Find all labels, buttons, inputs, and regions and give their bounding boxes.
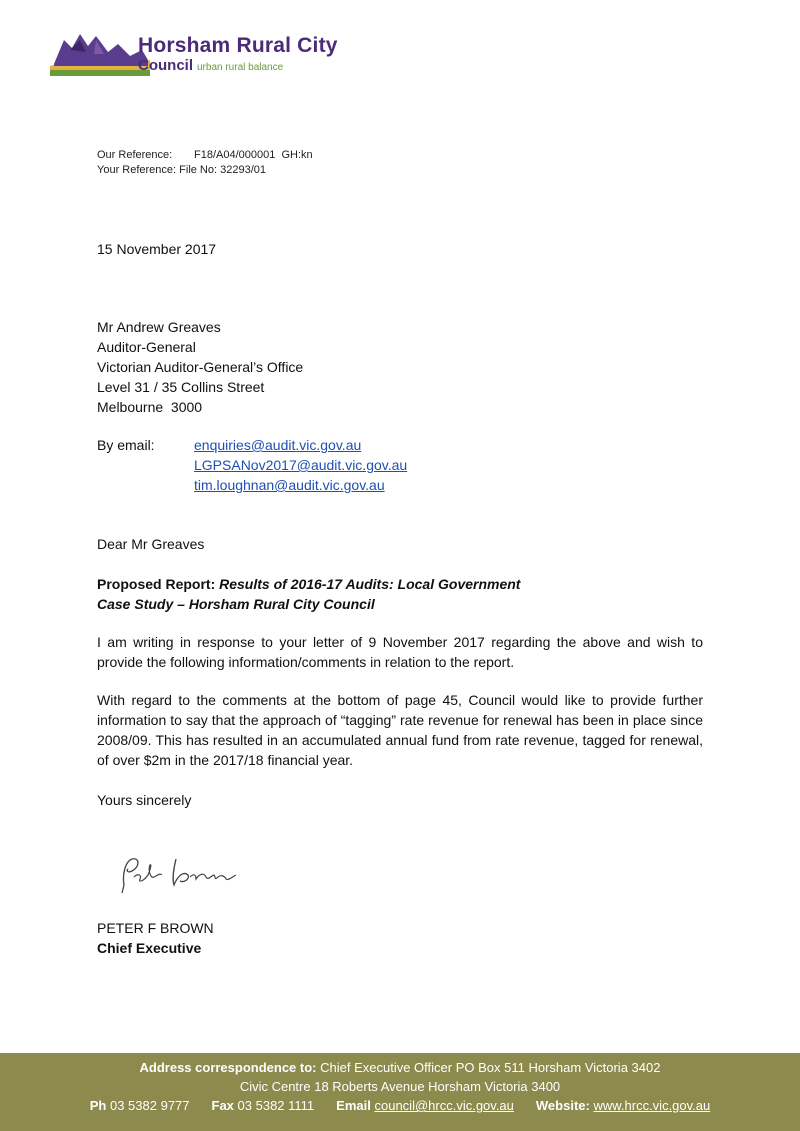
logo-tagline: urban rural balance <box>197 62 284 73</box>
footer-line-3 <box>0 1096 800 1115</box>
landscape-logo-icon <box>50 30 150 84</box>
footer-email-link[interactable]: council@hrcc.vic.gov.au <box>374 1098 514 1113</box>
letter-date: 15 November 2017 <box>97 241 217 257</box>
footer-line-1 <box>0 1058 800 1077</box>
footer-address-value: Chief Executive Officer PO Box 511 Horsham Victoria 3402 <box>316 1060 661 1075</box>
email-label: By email: <box>97 437 155 453</box>
closing: Yours sincerely <box>97 792 192 808</box>
references <box>97 148 313 178</box>
our-reference <box>97 148 313 163</box>
footer <box>0 1053 800 1131</box>
footer-website-label: Website: <box>535 1098 590 1113</box>
subject-title: Results of 2016-17 Audits: Local Government <box>219 576 521 592</box>
footer-ph-label: Ph <box>89 1098 107 1113</box>
paragraph-1: I am writing in response to your letter of 9 November 2017 regarding the above and wish to provide the following information/comments in relation to the report. <box>97 634 703 670</box>
logo-council-word: Council <box>138 57 193 74</box>
footer-website-link[interactable]: www.hrcc.vic.gov.au <box>593 1098 711 1113</box>
addressee-line: Auditor-General <box>97 339 196 355</box>
signature-image <box>110 845 250 905</box>
footer-ph-value: 03 5382 9777 <box>106 1098 190 1113</box>
signer-block <box>97 918 214 958</box>
council-logo <box>50 30 370 84</box>
addressee-line: Mr Andrew Greaves <box>97 319 221 335</box>
addressee-line: Melbourne 3000 <box>97 399 203 415</box>
footer-email-label: Email <box>336 1098 371 1113</box>
signer-title: Chief Executive <box>97 940 202 956</box>
addressee-line: Victorian Auditor-General’s Office <box>97 359 304 375</box>
subject-subtitle: Case Study – Horsham Rural City Council <box>97 596 375 612</box>
footer-address-label: Address correspondence to: <box>139 1060 317 1075</box>
addressee-block <box>97 317 303 417</box>
footer-fax-label: Fax <box>211 1098 234 1113</box>
subject-line <box>97 574 520 614</box>
signature-scribble-icon <box>110 845 250 905</box>
your-reference <box>97 163 313 178</box>
logo-title: Horsham Rural City <box>138 34 338 57</box>
addressee-line: Level 31 / 35 Collins Street <box>97 379 265 395</box>
footer-fax-value: 03 5382 1111 <box>233 1098 315 1113</box>
paragraph-2: With regard to the comments at the bottom of page 45, Council would like to provide further information to say that the approach of “tagging” rate revenue for renewal has been in place since 2008/09. This has resulted in an accumulated annual fund from rate revenue, tagged for renewal, of over $2m in the 2017/18 financial year. <box>97 692 703 768</box>
email-link-tim[interactable]: tim.loughnan@audit.vic.gov.au <box>194 477 385 493</box>
salutation: Dear Mr Greaves <box>97 536 205 552</box>
email-link-enquiries[interactable]: enquiries@audit.vic.gov.au <box>194 437 362 453</box>
subject-prefix: Proposed Report: <box>97 576 220 592</box>
your-reference-label: Your Reference: <box>97 164 177 176</box>
footer-line-2: Civic Centre 18 Roberts Avenue Horsham Victoria 3400 <box>239 1079 561 1094</box>
email-list <box>194 435 407 495</box>
subject-first-line <box>97 574 520 594</box>
subject-second-line <box>97 594 520 614</box>
your-reference-value: File No: 32293/01 <box>179 164 266 176</box>
our-reference-label: Our Reference: <box>97 149 173 161</box>
our-reference-value: F18/A04/000001 GH:kn <box>194 149 313 161</box>
logo-council <box>138 57 283 74</box>
email-link-lgpsa[interactable]: LGPSANov2017@audit.vic.gov.au <box>194 457 408 473</box>
signer-name: PETER F BROWN <box>97 920 214 936</box>
